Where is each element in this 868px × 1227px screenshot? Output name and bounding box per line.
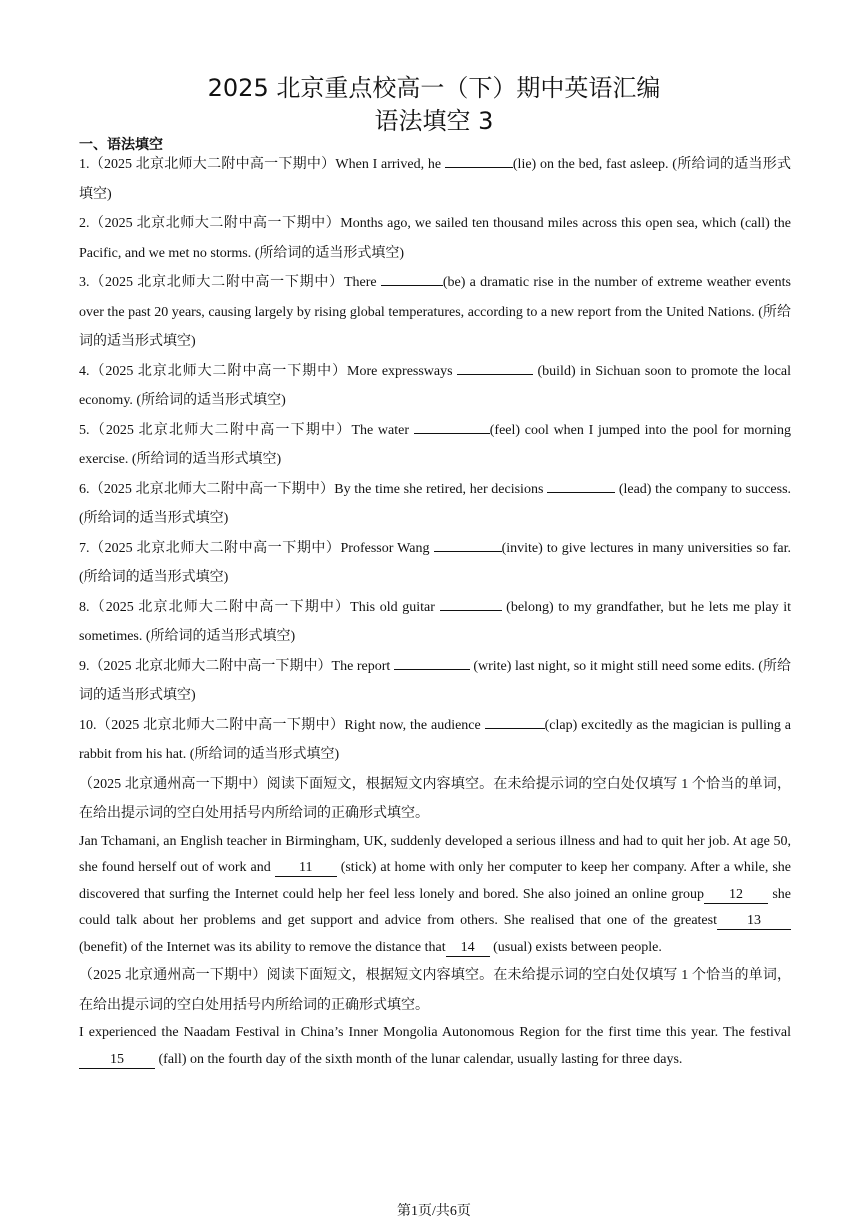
blank-13[interactable]: 13	[717, 913, 791, 930]
answer-blank[interactable]	[485, 712, 545, 729]
question-5	[79, 416, 791, 475]
passage-text: Jan Tchamani, an English teacher in Birmingham, UK, suddenly developed a serious illness and had to quit her job. At age 50, she found herself out of work and	[79, 833, 791, 875]
answer-blank[interactable]	[440, 594, 502, 611]
answer-blank[interactable]	[414, 417, 490, 434]
answer-blank[interactable]	[457, 358, 533, 375]
question-text: 3.（2025 北京北师大二附中高一下期中）There	[79, 275, 377, 290]
question-text: (write) last night, so it might still need some edits. (所给词的适当形式填空)	[79, 658, 791, 703]
question-9	[79, 652, 791, 711]
passage-text: (stick) at home with only her computer to keep her company. After a while, she discovered that surfing the Internet could help her feel less lonely and bored. She also joined an online group	[79, 860, 792, 902]
question-text: (be) a dramatic rise in the number of extreme weather events over the past 20 years, causing largely by rising global temperatures, according to a new report from the United Nations. (所给词的适当形式填空)	[79, 275, 791, 349]
question-text: (feel) cool when I jumped into the pool for morning exercise. (所给词的适当形式填空)	[79, 422, 792, 467]
passage-2	[79, 1020, 791, 1073]
question-text: 1.（2025 北京北师大二附中高一下期中）When I arrived, he	[79, 157, 442, 172]
answer-blank[interactable]	[547, 476, 615, 493]
passage-text: (usual) exists between people.	[493, 939, 662, 955]
question-text: 2.（2025 北京北师大二附中高一下期中）Months ago, we sailed ten thousand miles across this open sea, which (call) the Pacific, and we met no storms. (所给词的适当形式填空)	[79, 216, 791, 261]
question-text: 6.（2025 北京北师大二附中高一下期中）By the time she retired, her decisions	[79, 481, 544, 497]
passage-2-instructions: （2025 北京通州高一下期中）阅读下面短文，根据短文内容填空。在未给提示词的空白处仅填写 1 个恰当的单词，在给出提示词的空白处用括号内所给词的正确形式填空。	[79, 968, 791, 1013]
question-6	[79, 475, 791, 534]
passage-text: (fall) on the fourth day of the sixth month of the lunar calendar, usually lasting for three days.	[158, 1051, 683, 1067]
document-subtitle: 语法填空 3	[374, 107, 494, 135]
answer-blank[interactable]	[434, 535, 502, 552]
page-number: 第1页/共6页	[397, 1204, 471, 1219]
question-text: (lead) the company to success. (所给词的适当形式填空)	[79, 481, 792, 526]
question-4	[79, 357, 791, 416]
blank-15[interactable]: 15	[79, 1052, 155, 1069]
question-text: (build) in Sichuan soon to promote the local economy. (所给词的适当形式填空)	[79, 363, 792, 408]
question-3	[79, 268, 791, 357]
document-title: 2025 北京重点校高一（下）期中英语汇编	[207, 74, 661, 102]
question-text: (invite) to give lectures in many universities so far. (所给词的适当形式填空)	[79, 540, 792, 585]
question-text: 8.（2025 北京北师大二附中高一下期中）This old guitar	[79, 599, 435, 615]
blank-11[interactable]: 11	[275, 860, 337, 877]
blank-14[interactable]: 14	[446, 940, 490, 957]
passage-1-instructions: （2025 北京通州高一下期中）阅读下面短文，根据短文内容填空。在未给提示词的空白处仅填写 1 个恰当的单词，在给出提示词的空白处用括号内所给词的正确形式填空。	[79, 776, 791, 821]
question-text: 7.（2025 北京北师大二附中高一下期中）Professor Wang	[79, 540, 430, 556]
question-text: 9.（2025 北京北师大二附中高一下期中）The report	[79, 658, 391, 674]
question-10	[79, 711, 791, 770]
answer-blank[interactable]	[394, 653, 470, 670]
passage-text: (benefit) of the Internet was its ability to remove the distance that	[79, 939, 446, 955]
passage-text: I experienced the Naadam Festival in China’s Inner Mongolia Autonomous Region for the first time this year. The festival	[79, 1025, 791, 1040]
question-list	[79, 150, 791, 1073]
answer-blank[interactable]	[445, 151, 513, 168]
blank-12[interactable]: 12	[704, 887, 768, 904]
question-text: 10.（2025 北京北师大二附中高一下期中）Right now, the audience	[79, 717, 481, 733]
section-heading: 一、语法填空	[79, 137, 163, 153]
question-text: (clap) excitedly as the magician is pulling a rabbit from his hat. (所给词的适当形式填空)	[79, 717, 792, 762]
question-7	[79, 534, 791, 593]
passage-1	[79, 829, 791, 962]
passage-text: she could talk about her problems and get support and advice from others. She realised that one of the greatest	[79, 886, 792, 928]
question-text: (belong) to my grandfather, but he lets me play it sometimes. (所给词的适当形式填空)	[79, 599, 792, 644]
question-text: 4.（2025 北京北师大二附中高一下期中）More expressways	[79, 363, 453, 379]
question-2	[79, 209, 791, 268]
question-text: 5.（2025 北京北师大二附中高一下期中）The water	[79, 422, 410, 438]
answer-blank[interactable]	[381, 269, 443, 286]
question-1	[79, 150, 791, 209]
question-8	[79, 593, 791, 652]
question-text: (lie) on the bed, fast asleep. (所给词的适当形式填空)	[79, 157, 791, 202]
